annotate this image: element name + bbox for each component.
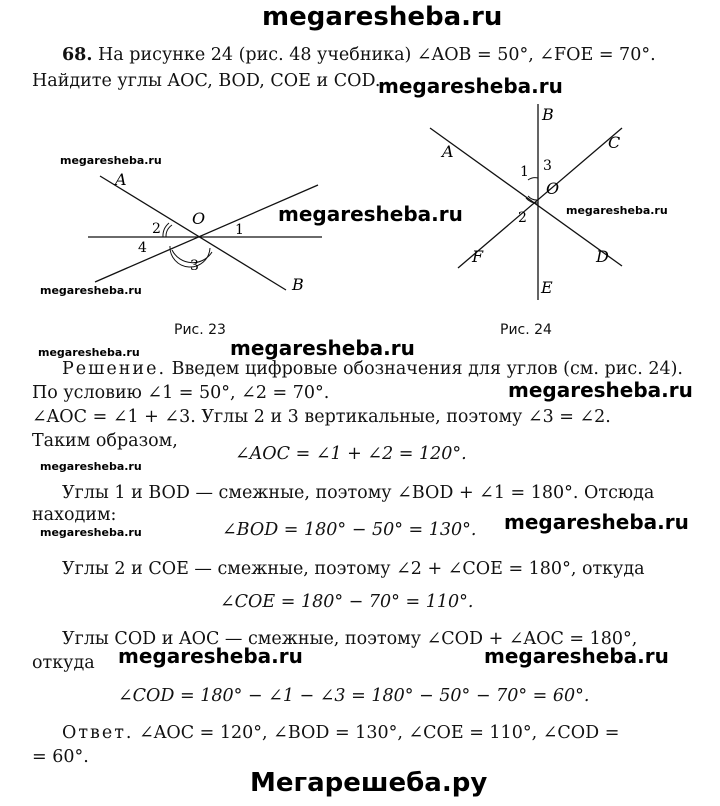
watermark-bottom-right: megaresheba.ru xyxy=(484,644,669,668)
watermark-bottom-left: megaresheba.ru xyxy=(118,644,303,668)
formula-aoc: ∠AOC = ∠1 + ∠2 = 120°. xyxy=(235,444,467,464)
fig24-label-F: F xyxy=(472,247,484,266)
fig24-label-2: 2 xyxy=(518,210,527,226)
problem-number: 68. xyxy=(62,45,93,65)
watermark-left-2: megaresheba.ru xyxy=(40,526,142,539)
watermark-fig23-middle: megaresheba.ru xyxy=(278,202,463,226)
problem-text-1: На рисунке 24 (рис. 48 учебника) ∠AOB = 50°, ∠FOE = 70°. xyxy=(98,45,656,65)
solution-heading: Решение. xyxy=(62,359,167,379)
fig24-arc-1 xyxy=(528,178,538,180)
formula-cod: ∠COD = 180° − ∠1 − ∠3 = 180° − 50° − 70° = 60°. xyxy=(118,686,590,706)
fig24-label-C: C xyxy=(608,133,621,152)
solution-text-1: Введем цифровые обозначения для углов (см. рис. 24). xyxy=(171,359,683,379)
solution-line-9: откуда xyxy=(32,653,95,673)
solution-line-3: ∠AOC = ∠1 + ∠3. Углы 2 и 3 вертикальные, поэтому ∠3 = ∠2. xyxy=(32,407,611,427)
fig23-label-O: O xyxy=(192,209,206,228)
formula-coe: ∠COE = 180° − 70° = 110°. xyxy=(220,592,474,612)
fig23-label-4: 4 xyxy=(138,240,147,256)
solution-line-8: Углы COD и AOC — смежные, поэтому ∠COD + ∠AOC = 180°, xyxy=(62,629,638,649)
fig24-label-O: O xyxy=(546,179,560,198)
fig23-arc-2 xyxy=(166,225,172,237)
fig23-line-ray xyxy=(95,185,318,282)
watermark-fig23-bottom-left: megaresheba.ru xyxy=(40,284,142,297)
answer-text-1: ∠AOC = 120°, ∠BOD = 130°, ∠COE = 110°, ∠COD = xyxy=(139,723,620,743)
watermark-footer: Мегарешеба.ру xyxy=(250,768,488,798)
watermark-right-2: megaresheba.ru xyxy=(504,510,689,534)
watermark-top: megaresheba.ru xyxy=(262,2,503,32)
fig24-label-3: 3 xyxy=(543,158,552,174)
fig24-label-E: E xyxy=(541,278,553,297)
solution-line-7: Углы 2 и COE — смежные, поэтому ∠2 + ∠COE = 180°, откуда xyxy=(62,559,645,579)
fig24-line-AD xyxy=(430,128,622,266)
fig23-label-2: 2 xyxy=(152,221,161,237)
watermark-under-problem: megaresheba.ru xyxy=(378,74,563,98)
fig23-label-1: 1 xyxy=(235,222,244,238)
solution-line-6: находим: xyxy=(32,505,117,525)
answer-line-2: = 60°. xyxy=(32,747,89,767)
problem-line-1 xyxy=(62,44,656,66)
fig24-label-D: D xyxy=(596,247,609,266)
fig23-label-A: A xyxy=(115,170,127,189)
fig23-label-3: 3 xyxy=(190,258,199,274)
watermark-left-1: megaresheba.ru xyxy=(40,460,142,473)
watermark-solution-right: megaresheba.ru xyxy=(508,378,693,402)
fig23-caption: Рис. 23 xyxy=(174,322,226,338)
watermark-caption-mid: megaresheba.ru xyxy=(230,336,415,360)
fig24-label-B: B xyxy=(542,105,554,124)
answer-line-1 xyxy=(62,722,619,744)
problem-line-2: Найдите углы AOC, BOD, COE и COD. xyxy=(32,71,381,91)
fig24-caption: Рис. 24 xyxy=(500,322,552,338)
solution-line-4: Таким образом, xyxy=(32,431,178,451)
solution-line-2: По условию ∠1 = 50°, ∠2 = 70°. xyxy=(32,383,330,403)
solution-line-1 xyxy=(62,358,683,380)
formula-bod: ∠BOD = 180° − 50° = 130°. xyxy=(222,520,477,540)
solution-line-5: Углы 1 и BOD — смежные, поэтому ∠BOD + ∠1 = 180°. Отсюда xyxy=(62,483,655,503)
fig24-label-A: A xyxy=(442,142,454,161)
watermark-caption-left: megaresheba.ru xyxy=(38,346,140,359)
fig23-label-B: B xyxy=(292,275,304,294)
fig24-label-1: 1 xyxy=(520,164,529,180)
watermark-fig23-left: megaresheba.ru xyxy=(60,154,162,167)
answer-heading: Ответ. xyxy=(62,723,134,743)
watermark-fig24-right: megaresheba.ru xyxy=(566,204,668,217)
